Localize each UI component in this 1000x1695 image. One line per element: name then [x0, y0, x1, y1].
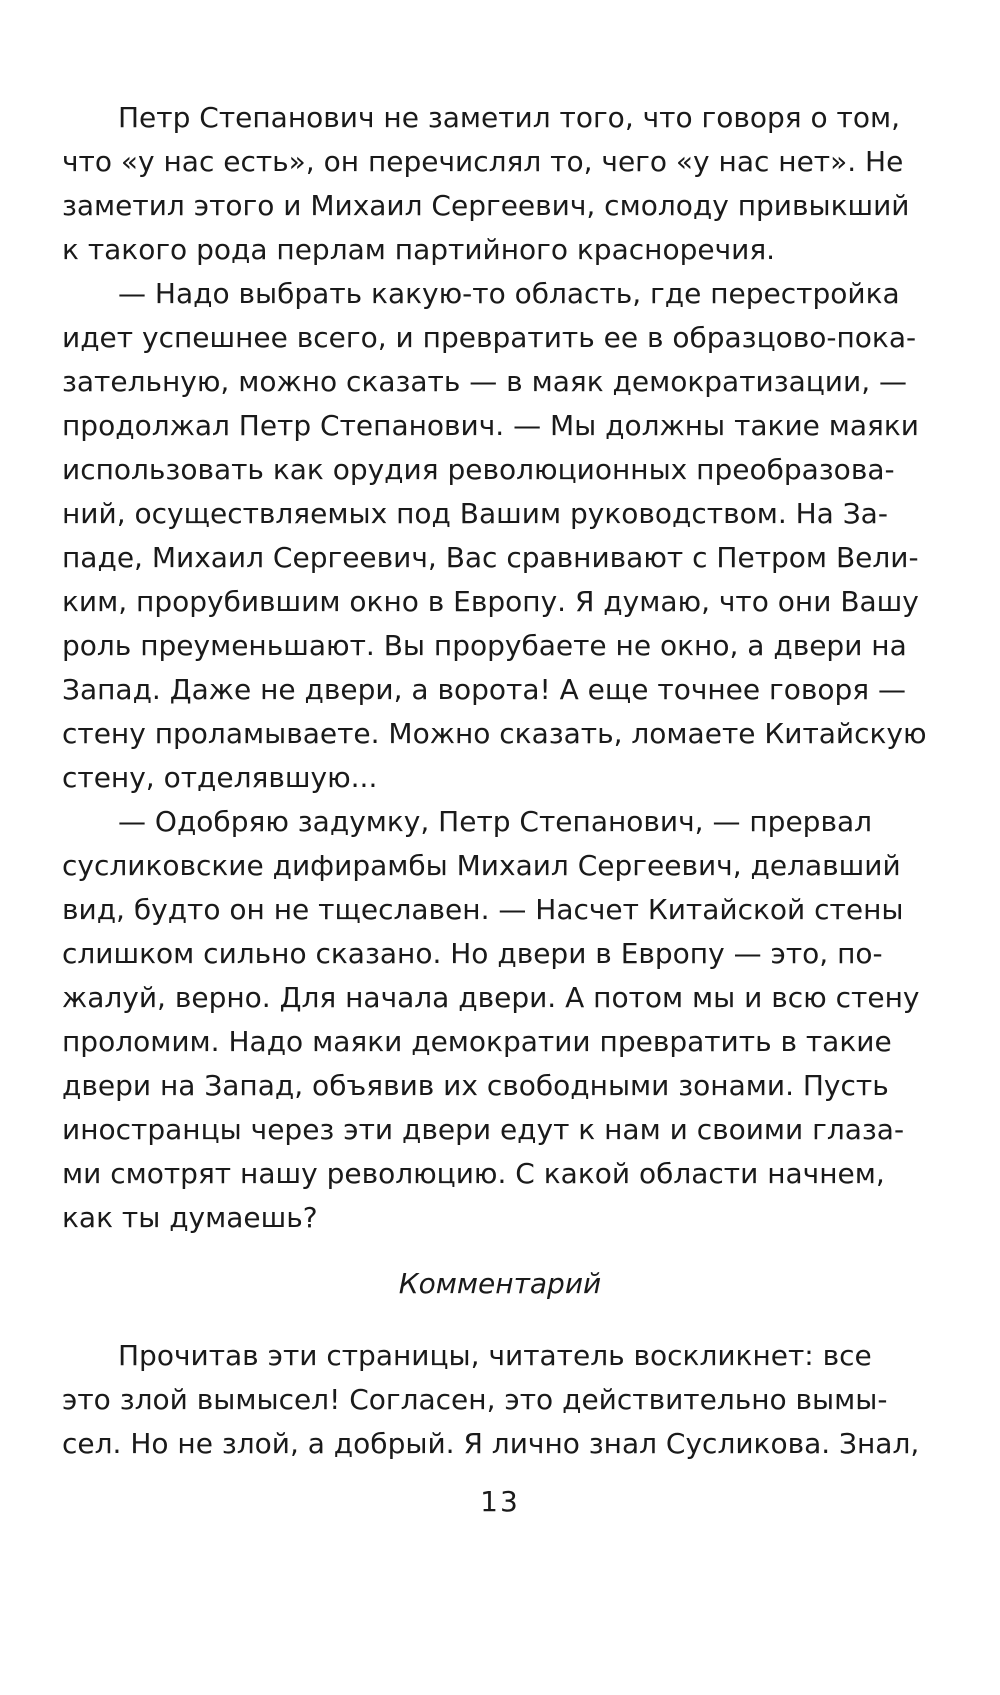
text-line: — Надо выбрать какую-то область, где перестройка [118, 277, 900, 310]
text-line: слишком сильно сказано. Но двери в Европу — это, по- [62, 937, 883, 970]
text-line: жалуй, верно. Для начала двери. А потом мы и всю стену [62, 981, 920, 1014]
text-line: ким, прорубившим окно в Европу. Я думаю, что они Вашу [62, 585, 919, 618]
text-line: Петр Степанович не заметил того, что говоря о том, [118, 101, 900, 134]
text-line: сел. Но не злой, а добрый. Я лично знал Сусликова. Знал, [62, 1427, 920, 1460]
text-line: сусликовские дифирамбы Михаил Сергеевич, делавший [62, 849, 901, 882]
text-line: Прочитав эти страницы, читатель воскликнет: все [118, 1339, 872, 1372]
text-line: — Одобряю задумку, Петр Степанович, — прервал [118, 805, 873, 838]
text-line: Запад. Даже не двери, а ворота! А еще точнее говоря — [62, 673, 907, 706]
text-line: к такого рода перлам партийного красноречия. [62, 233, 776, 266]
text-line: как ты думаешь? [62, 1201, 318, 1234]
text-line: ний, осуществляемых под Вашим руководством. На За- [62, 497, 888, 530]
section-heading: Комментарий [398, 1267, 602, 1300]
text-line: заметил этого и Михаил Сергеевич, смолоду привыкший [62, 189, 910, 222]
text-line: стену проламываете. Можно сказать, ломаете Китайскую [62, 717, 927, 750]
text-line: ми смотрят нашу революцию. С какой области начнем, [62, 1157, 885, 1190]
text-line: вид, будто он не тщеславен. — Насчет Китайской стены [62, 893, 904, 926]
text-line: что «у нас есть», он перечислял то, чего «у нас нет». Не [62, 145, 904, 178]
text-line: использовать как орудия революционных преобразова- [62, 453, 895, 486]
text-line: зательную, можно сказать — в маяк демократизации, — [62, 365, 908, 398]
text-line: продолжал Петр Степанович. — Мы должны такие маяки [62, 409, 920, 442]
text-line: идет успешнее всего, и превратить ее в образцово-пока- [62, 321, 917, 354]
text-line: стену, отделявшую... [62, 761, 378, 794]
text-line: проломим. Надо маяки демократии превратить в такие [62, 1025, 892, 1058]
text-line: паде, Михаил Сергеевич, Вас сравнивают с Петром Вели- [62, 541, 919, 574]
text-line: роль преуменьшают. Вы прорубаете не окно, а двери на [62, 629, 907, 662]
text-line: иностранцы через эти двери едут к нам и своими глаза- [62, 1113, 905, 1146]
text-line: это злой вымысел! Согласен, это действительно вымы- [62, 1383, 888, 1416]
page-number: 13 [480, 1485, 520, 1518]
text-line: двери на Запад, объявив их свободными зонами. Пусть [62, 1069, 889, 1102]
